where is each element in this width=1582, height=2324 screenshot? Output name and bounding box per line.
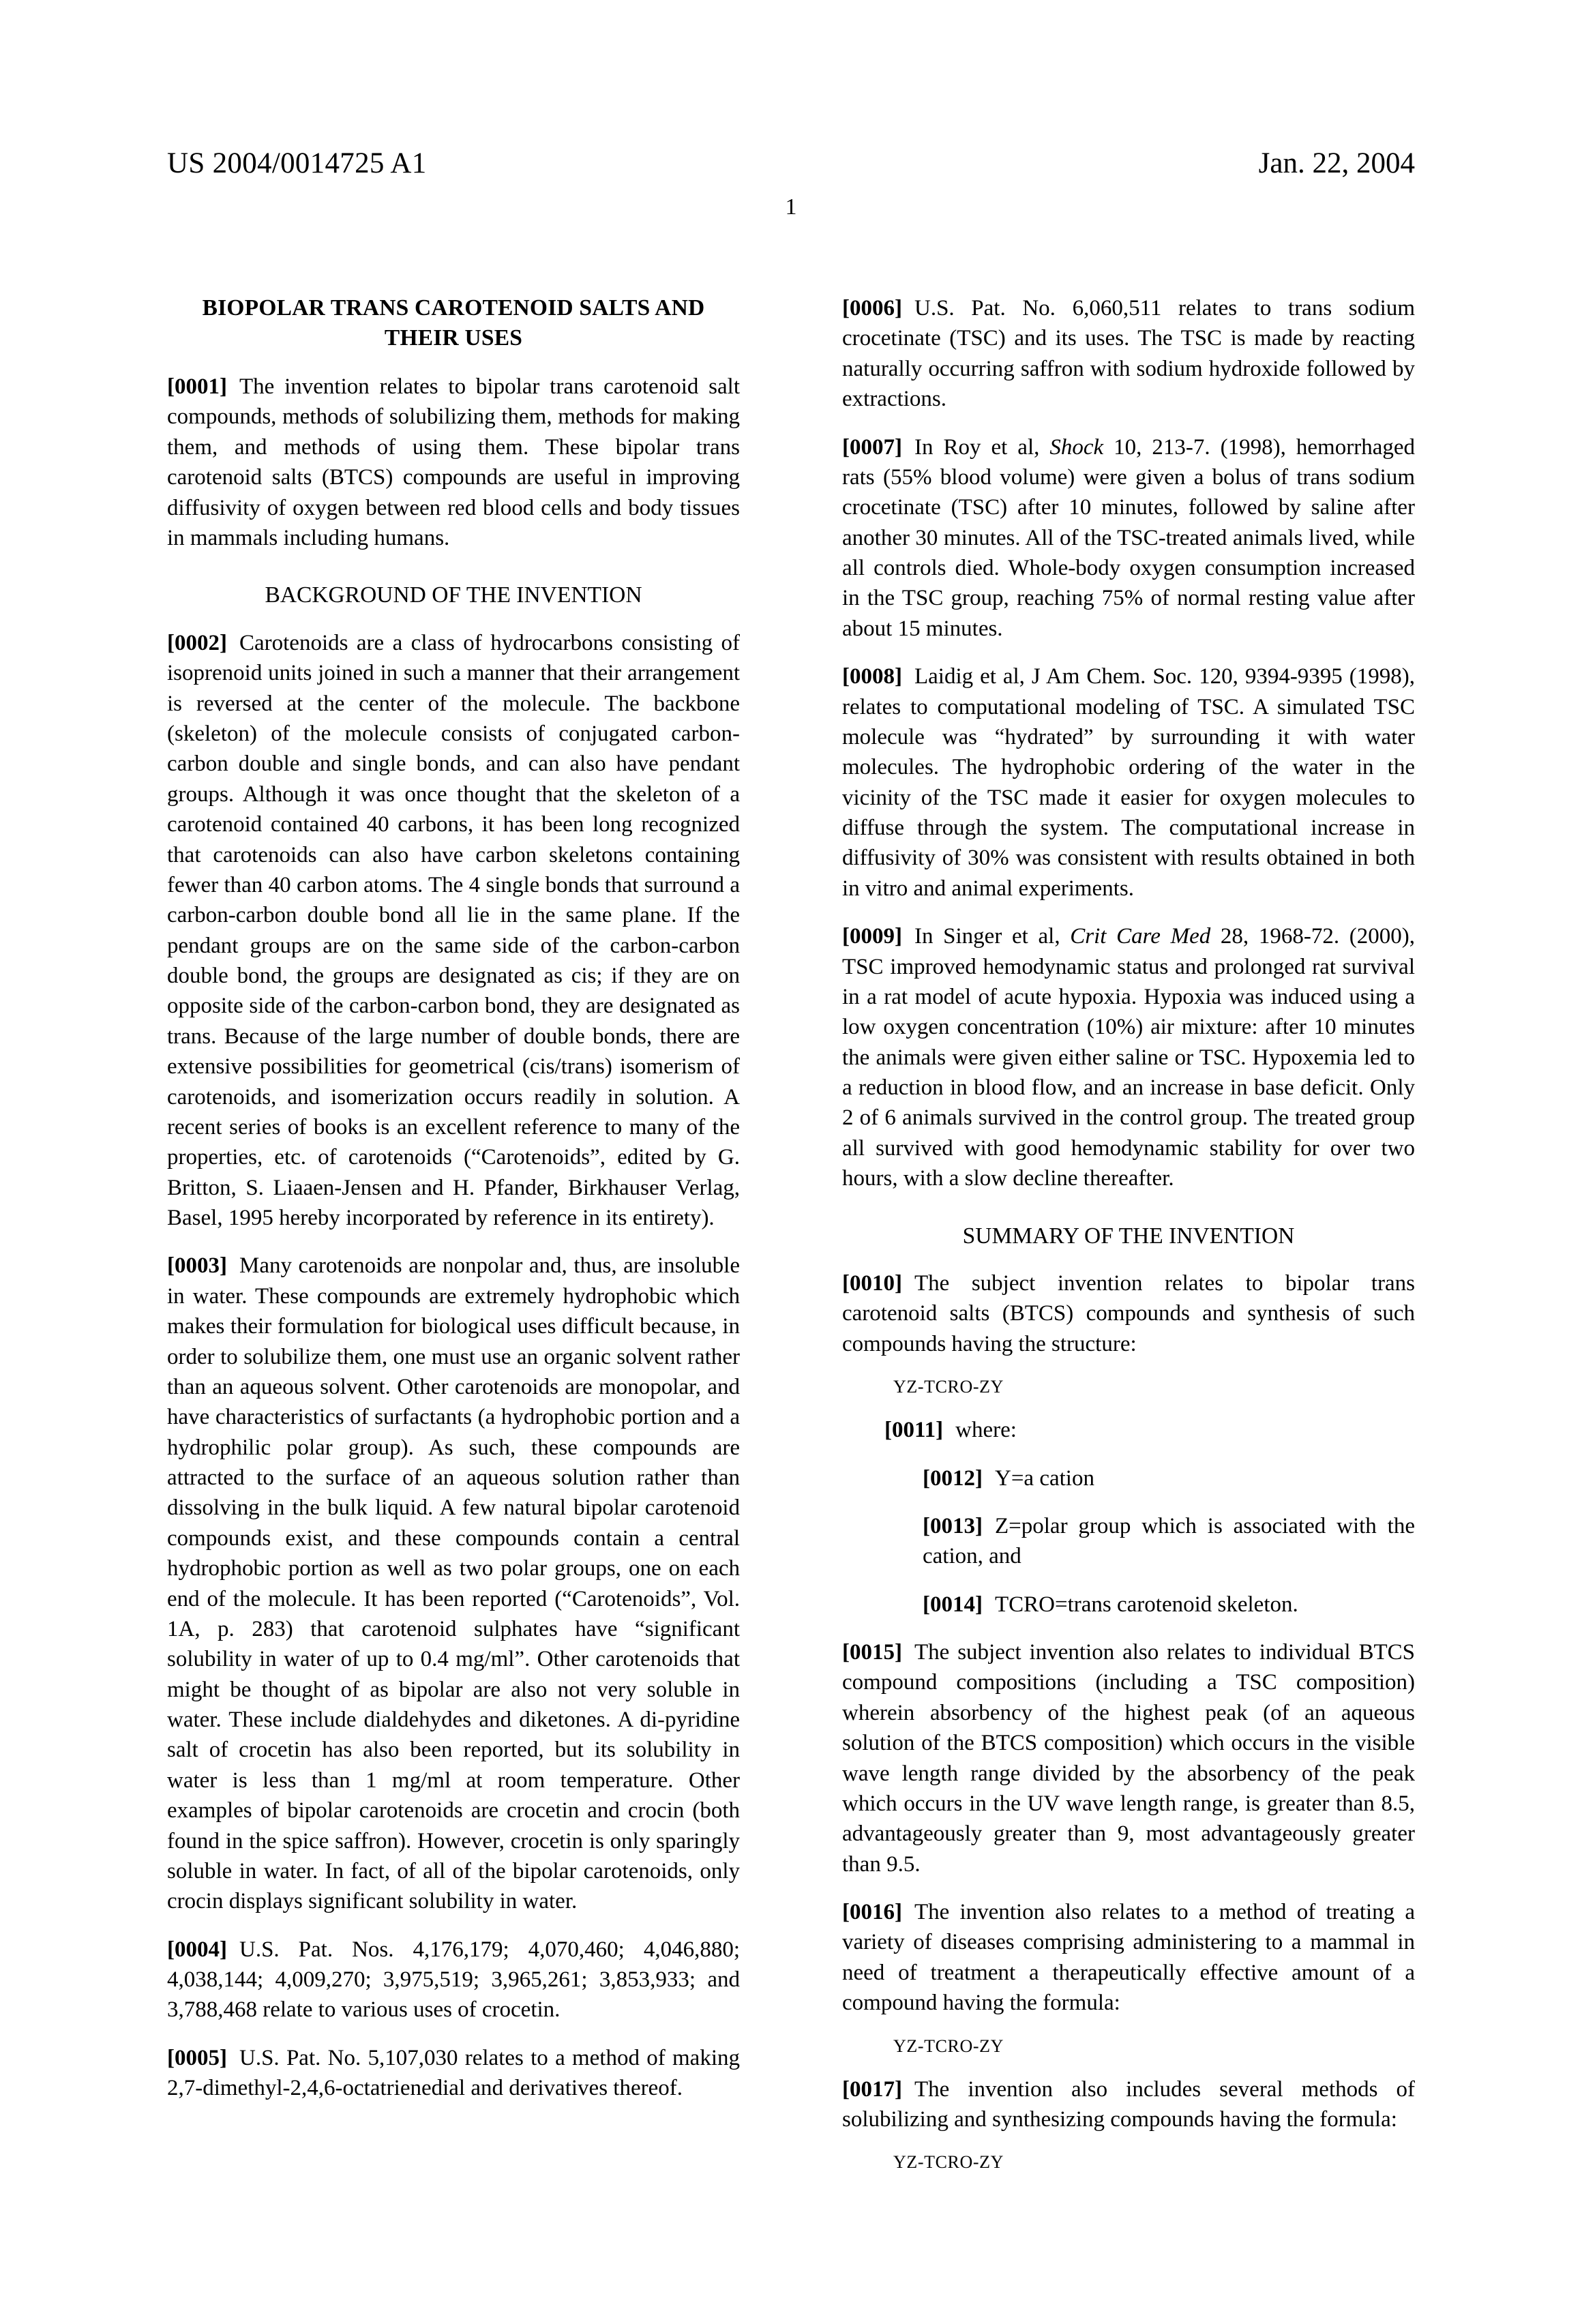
paragraph-text: Carotenoids are a class of hydrocarbons consisting of isoprenoid units joined in such a manner that their arrangement is reversed at the center of the molecule. The backbone (skeleton) of the molecule consists of conjugated carbon-carbon double and single bonds, and can also have pendant groups. Although it was once thought that the skeleton of a carotenoid contained 40 carbons, it has been long recognized that carotenoids can also have carbon skeletons containing fewer than 40 carbon atoms. The 4 single bonds that surround a carbon-carbon double bond all lie in the same plane. If the pendant groups are on the same side of the carbon-carbon double bond, the groups are designated as cis; if they are on opposite side of the carbon-carbon bond, they are designated as trans. Because of the large number of double bonds, there are extensive possibilities for geometrical (cis/trans) isomerism of carotenoids, and isomerization occurs readily in solution. A recent series of books is an excellent reference to many of the properties, etc. of carotenoids (“Carotenoids”, edited by G. Britton, S. Liaaen-Jensen and H. Pfander, Birkhauser Verlag, Basel, 1995 hereby incorporated by reference in its entirety). bbox=[167, 630, 740, 1231]
paragraph-number: [0001] bbox=[167, 374, 227, 400]
paragraph-number: [0014] bbox=[923, 1592, 983, 1617]
column-left bbox=[167, 293, 740, 2104]
paragraph-number: [0016] bbox=[842, 1900, 902, 1925]
paragraph-number: [0013] bbox=[923, 1513, 983, 1538]
paragraph-0005 bbox=[167, 2043, 740, 2104]
paragraph-number: [0015] bbox=[842, 1640, 902, 1665]
paragraph-text: Many carotenoids are nonpolar and, thus, are insoluble in water. These compounds are extremely hydrophobic which makes their formulation for biological uses difficult because, in order to solubilize them, one must use an organic solvent rather than an aqueous solvent. Other carotenoids are monopolar, and have characteristics of surfactants (a hydrophobic portion and a hydrophilic polar group). As such, these compounds are attracted to the surface of an aqueous solution rather than dissolving in the bulk liquid. A few natural bipolar carotenoid compounds exist, and these compounds contain a central hydrophobic portion as well as two polar groups, one on each end of the molecule. It has been reported (“Carotenoids”, Vol. 1A, p. 283) that carotenoid sulphates have “significant solubility in water of up to 0.4 mg/ml”. Other carotenoids that might be thought of as bipolar are also not very soluble in water. These include dialdehydes and diketones. A di-pyridine salt of crocetin has also been reported, but its solubility in water is less than 1 mg/ml at room temperature. Other examples of bipolar carotenoids are crocetin and crocin (both found in the spice saffron). However, crocetin is only sparingly soluble in water. In fact, of all of the bipolar carotenoids, only crocin displays significant solubility in water. bbox=[167, 1253, 740, 1914]
publication-date: Jan. 22, 2004 bbox=[1258, 147, 1415, 179]
paragraph-0016 bbox=[842, 1897, 1415, 2018]
paragraph-0011 bbox=[842, 1415, 1415, 1445]
paragraph-text: The invention also includes several methods of solubilizing and synthesizing compounds having the formula: bbox=[842, 2076, 1415, 2132]
paragraph-text: Y=a cation bbox=[994, 1465, 1094, 1491]
paragraph-text-pre: In Roy et al, bbox=[914, 434, 1050, 460]
formula-1: YZ-TCRO-ZY bbox=[893, 1377, 1004, 1397]
paragraph-number: [0012] bbox=[923, 1465, 983, 1491]
paragraph-number: [0003] bbox=[167, 1253, 227, 1279]
citation-italic: Shock bbox=[1049, 434, 1104, 460]
citation-italic: Crit Care Med bbox=[1070, 924, 1211, 949]
paragraph-text: 10, 213-7. (1998), hemorrhaged rats (55% blood volume) were given a bolus of trans sodium crocetinate (TSC) after 10 minutes, followed by saline after another 30 minutes. All of the TSC-treated animals lived, while all controls died. Whole-body oxygen consumption increased in the TSC group, reaching 75% of normal resting value after about 15 minutes. bbox=[842, 434, 1415, 641]
paragraph-0015 bbox=[842, 1637, 1415, 1879]
paragraph-number: [0004] bbox=[167, 1937, 227, 1962]
paragraph-number: [0010] bbox=[842, 1271, 902, 1296]
paragraph-text: TCRO=trans carotenoid skeleton. bbox=[994, 1592, 1298, 1617]
publication-number: US 2004/0014725 A1 bbox=[167, 147, 427, 179]
page-title: BIOPOLAR TRANS CAROTENOID SALTS AND THEIR USES bbox=[202, 295, 705, 351]
formula-3: YZ-TCRO-ZY bbox=[893, 2152, 1004, 2173]
paragraph-text: U.S. Pat. No. 6,060,511 relates to trans sodium crocetinate (TSC) and its uses. The TSC is made by reacting naturally occurring saffron with sodium hydroxide followed by extractions. bbox=[842, 296, 1415, 412]
paragraph-text: The subject invention relates to bipolar trans carotenoid salts (BTCS) compounds and synthesis of such compounds having the structure: bbox=[842, 1271, 1415, 1356]
paragraph-number: [0006] bbox=[842, 296, 902, 321]
paragraph-0017 bbox=[842, 2074, 1415, 2135]
paragraph-0004 bbox=[167, 1935, 740, 2025]
page-number: 1 bbox=[785, 194, 797, 220]
paragraph-number: [0011] bbox=[884, 1418, 944, 1443]
paragraph-0014 bbox=[842, 1590, 1415, 1620]
paragraph-0008 bbox=[842, 661, 1415, 904]
two-column-body bbox=[167, 293, 1415, 2203]
paragraph-number: [0008] bbox=[842, 664, 902, 689]
paragraph-number: [0009] bbox=[842, 924, 902, 949]
paragraph-text: U.S. Pat. No. 5,107,030 relates to a method of making 2,7-dimethyl-2,4,6-octatrienedial and derivatives thereof. bbox=[167, 2045, 740, 2101]
paragraph-number: [0007] bbox=[842, 434, 902, 460]
paragraph-0006 bbox=[842, 293, 1415, 415]
paragraph-text-pre: In Singer et al, bbox=[914, 924, 1071, 949]
paragraph-0012 bbox=[842, 1463, 1415, 1493]
heading-summary: SUMMARY OF THE INVENTION bbox=[962, 1223, 1295, 1249]
paragraph-text: Laidig et al, J Am Chem. Soc. 120, 9394-9395 (1998), relates to computational modeling of TSC. A simulated TSC molecule was “hydrated” by surrounding it with water molecules. The hydrophobic ordering of the water in the vicinity of the TSC made it easier for oxygen molecules to diffuse through the system. The computational increase in diffusivity of 30% was consistent with results obtained in both in vitro and animal experiments. bbox=[842, 664, 1415, 901]
paragraph-0003 bbox=[167, 1251, 740, 1916]
paragraph-text: The invention also relates to a method of treating a variety of diseases comprising administering to a mammal in need of treatment a therapeutically effective amount of a compound having the formula: bbox=[842, 1900, 1415, 2016]
formula-2: YZ-TCRO-ZY bbox=[893, 2036, 1004, 2056]
paragraph-text: 28, 1968-72. (2000), TSC improved hemodynamic status and prolonged rat survival in a rat model of acute hypoxia. Hypoxia was induced using a low oxygen concentration (10%) air mixture: after 10 minutes the animals were given either saline or TSC. Hypoxemia led to a reduction in blood flow, and an increase in base deficit. Only 2 of 6 animals survived in the control group. The treated group all survived with good hemodynamic stability for over two hours, with a slow decline thereafter. bbox=[842, 924, 1416, 1191]
paragraph-0007 bbox=[842, 432, 1415, 644]
paragraph-text: Z=polar group which is associated with the cation, and bbox=[923, 1513, 1415, 1569]
paragraph-0010 bbox=[842, 1268, 1415, 1359]
heading-background: BACKGROUND OF THE INVENTION bbox=[265, 582, 642, 608]
paragraph-0013 bbox=[842, 1511, 1415, 1572]
paragraph-0001 bbox=[167, 372, 740, 553]
paragraph-0009 bbox=[842, 921, 1415, 1193]
paragraph-0002 bbox=[167, 628, 740, 1234]
paragraph-text: where: bbox=[955, 1418, 1017, 1443]
paragraph-text: U.S. Pat. Nos. 4,176,179; 4,070,460; 4,046,880; 4,038,144; 4,009,270; 3,975,519; 3,965,261; 3,853,933; and 3,788,468 relate to various uses of crocetin. bbox=[167, 1937, 740, 2023]
paragraph-number: [0005] bbox=[167, 2045, 227, 2070]
column-right bbox=[842, 293, 1415, 2190]
page-header bbox=[0, 147, 1582, 188]
paragraph-number: [0002] bbox=[167, 630, 227, 655]
paragraph-text: The invention relates to bipolar trans carotenoid salt compounds, methods of solubilizing them, methods for making them, and methods of using them. These bipolar trans carotenoid salts (BTCS) compounds are useful in improving diffusivity of oxygen between red blood cells and body tissues in mammals including humans. bbox=[167, 374, 740, 550]
paragraph-text: The subject invention also relates to individual BTCS compound compositions (including a TSC composition) wherein absorbency of the highest peak (of an aqueous solution of the BTCS composition) which occurs in the visible wave length range divided by the absorbency of the peak which occurs in the UV wave length range, is greater than 8.5, advantageously greater than 9, most advantageously greater than 9.5. bbox=[842, 1640, 1415, 1877]
paragraph-number: [0017] bbox=[842, 2076, 902, 2102]
